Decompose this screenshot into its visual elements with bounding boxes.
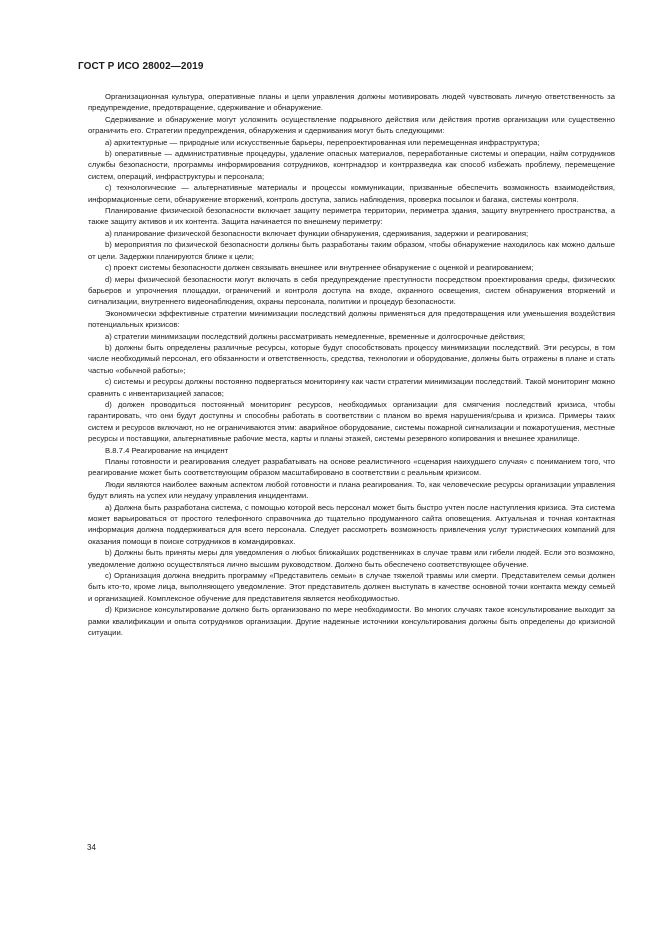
paragraph: Планы готовности и реагирования следует разрабатывать на основе реалистичного «сценария наихудшего случая» с пониманием того, что реагирование может быть соответствующим образом масштабировано в соответствии с реальным кризисом. xyxy=(88,457,615,478)
list-item: d) меры физической безопасности могут включать в себя предупреждение преступности посредством проектирования среды, физических барьеров и упрочнения площадки, ограничений и контроля доступа на входе, охранного освещения, систем обнаружения вторжений и сигнализации, внутреннего видеонаблюдения, охраны персонала, политики и процедур безопасности. xyxy=(88,274,615,307)
list-item: c) технологические — альтернативные материалы и процессы коммуникации, призванные обеспечить возможность взаимодействия, информационные сети, обнаружение вторжений, контроль доступа, запись наблюдения, проверка посылок и багажа, системы контроля. xyxy=(88,183,615,204)
list-item: a) стратегии минимизации последствий должны рассматривать немедленные, временные и долгосрочные действия; xyxy=(105,331,525,341)
list-item: c) Организация должна внедрить программу «Представитель семьи» в случае тяжелой травмы или смерти. Представителем семьи должен быть кто-то, кроме лица, выполняющего уведомление. Этот представитель должен выступать в качестве основной точки контакта между семьей и организацией. Комплексное обучение для представителя является необходимостью. xyxy=(88,571,615,603)
paragraph: Сдерживание и обнаружение могут усложнить осуществление подрывного действия или действия против организации или существенно ограничить его. Стратегии предупреждения, обнаружения и сдерживания могут быть следующими: xyxy=(88,114,615,136)
paragraph: Организационная культура, оперативные планы и цели управления должны мотивировать людей чувствовать личную ответственность за предупреждение, предотвращение, сдерживание и обнаружение. xyxy=(88,92,615,113)
list-item: b) должны быть определены различные ресурсы, которые будут способствовать процессу минимизации последствий. Эти ресурсы, в том числе необходимый персонал, его обязанности и ответственность, средства, технологии и оборудование, должны быть отражены в плане и стать частью «обычной работы»; xyxy=(88,342,615,375)
list-item: b) оперативные — административные процедуры, удаление опасных материалов, переработанные системы и операции, найм сотрудников службы безопасности, программы информирования сотрудников, контрнадзор и контрразведка как способ избежать проблему, перемещение систем, операций, инфраструктуры и персонала; xyxy=(88,149,615,181)
document-header: ГОСТ Р ИСО 28002—2019 xyxy=(78,61,204,72)
list-item: d) Кризисное консультирование должно быть организовано по мере необходимости. Во многих случаях такое консультирование выходит за рамки квалификации и опыта сотрудников организации. Другие надежные источники консультирования должны быть определены до кризисной ситуации. xyxy=(88,605,615,638)
paragraph: Люди являются наиболее важным аспектом любой готовности и плана реагирования. То, как человеческие ресурсы организации управления будут влиять на успех или неудачу управления инцидентами. xyxy=(88,479,615,501)
list-item: a) архитектурные — природные или искусственные барьеры, перепроектированная или перемещенная инфраструктура; xyxy=(105,137,540,147)
list-item: b) мероприятия по физической безопасности должны быть разработаны таким образом, чтобы обнаружение находилось как можно дальше от цели. Задержки планируются ближе к цели; xyxy=(88,240,615,261)
list-item: c) системы и ресурсы должны постоянно подвергаться мониторингу как части стратегии минимизации последствий. Такой мониторинг можно сравнить с инвентаризацией запасов; xyxy=(88,377,615,398)
paragraph: Планирование физической безопасности включает защиту периметра территории, периметра здания, защиту внутреннего пространства, а также защиту активов и их контента. Защита начинается по внешнему периметру: xyxy=(88,206,615,227)
list-item: b) Должны быть приняты меры для уведомления о любых ближайших родственниках в случае травм или гибели людей. Если это возможно, уведомление должно осуществляться лично высшим руководством. Должно быть обеспечено соответствующее обучение. xyxy=(88,548,615,569)
list-item: d) должен проводиться постоянный мониторинг ресурсов, необходимых организации для смягчения последствий кризиса, чтобы гарантировать, что они будут доступны и способны работать в соответствии с планом во время нарушения/срыва и кризиса. Примеры таких систем и ресурсов включают, но не ограничиваются этим: аварийное оборудование, системы пожарной сигнализации и пожаротушения, местные ресурсы и поставщики, альтернативные рабочие места, карты и планы этажей, системы резервного копирования и внешнее хранилище. xyxy=(88,399,615,444)
list-item: c) проект системы безопасности должен связывать внешнее или внутреннее обнаружение с оценкой и реагированием; xyxy=(105,263,534,273)
section-heading: В.8.7.4 Реагирование на инцидент xyxy=(105,445,229,455)
list-item: a) Должна быть разработана система, с помощью которой весь персонал может быть быстро учтен после наступления кризиса. Эта система может варьироваться от простого телефонного справочника до тщательно продуманного сайта оповещения. Актуальная и точная контактная информация должна поддерживаться для всего персонала. Следует рассмотреть возможность привлечения услуг туристических компаний для оказания помощи в поиске сотрудников в командировках. xyxy=(88,502,615,546)
page-number: 34 xyxy=(87,843,96,852)
document-body xyxy=(88,91,615,639)
list-item: a) планирование физической безопасности включает функции обнаружения, сдерживания, задержки и реагирования; xyxy=(105,228,529,238)
paragraph: Экономически эффективные стратегии минимизации последствий должны применяться для предотвращения или уменьшения воздействия потенциальных кризисов: xyxy=(88,308,615,330)
